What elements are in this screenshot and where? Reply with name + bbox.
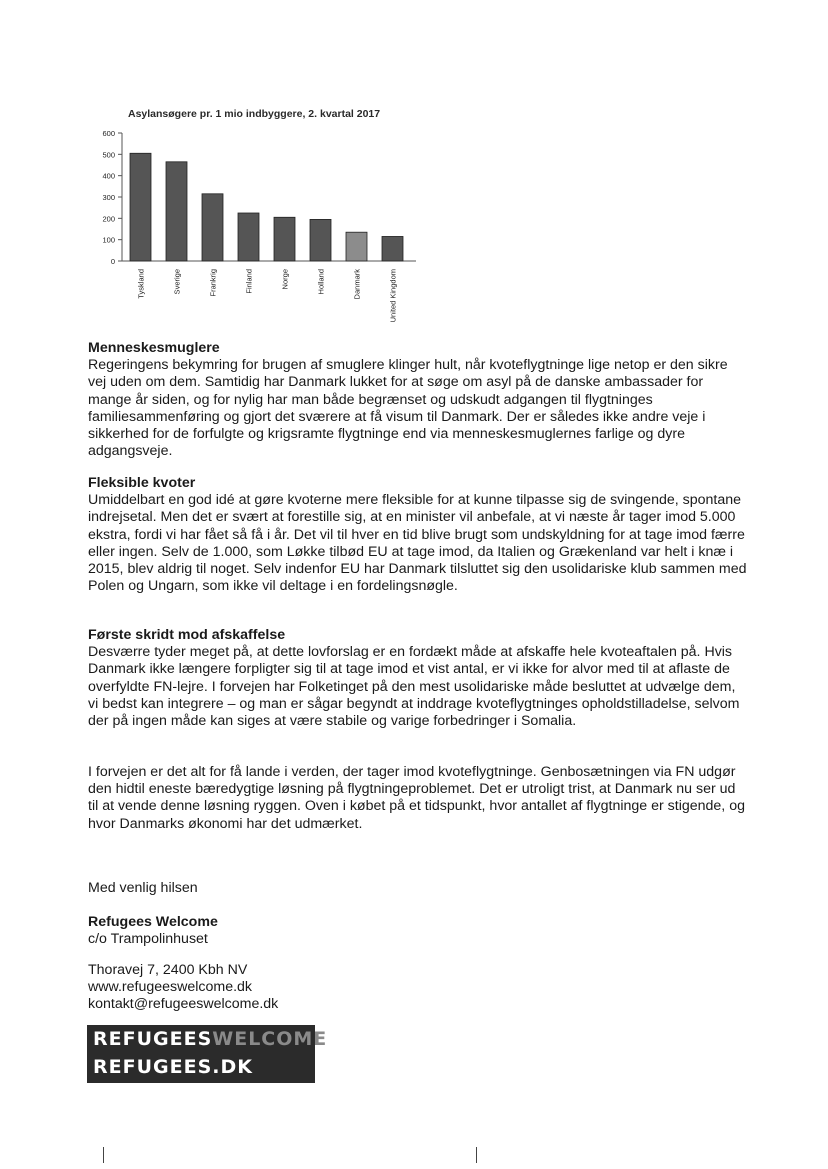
email-link[interactable]: kontakt@refugeeswelcome.dk: [88, 996, 279, 1013]
section-flexible-quotas: [88, 475, 748, 595]
section-body: Desværre tyder meget på, at dette lovforslag er en fordækt måde at afskaffe hele kvoteaftalen på. Hvis Danmark ikke længere forpligter sig til at tage imod et vist antal, er vi ikke for alvor med til at aflaste de overfyldte FN-lejre. I forvejen har Folketinget på den mest usolidariske måde besluttet at udvælge dem, vi bedst kan integrere – og man er sågar begyndt at inddrage kvoteflygtninges opholdstilladelse, selvom der på ingen måde kan siges at være stabile og varige forbedringer i Somalia.: [88, 644, 740, 730]
y-tick-label: 0: [110, 257, 115, 266]
logo-line-1: REFUGEESWELCOME: [93, 1028, 328, 1050]
greeting-text: Med venlig hilsen: [88, 880, 198, 896]
chart-title: Asylansøgere pr. 1 mio indbyggere, 2. kvartal 2017: [128, 108, 381, 120]
scan-mark: [103, 1147, 104, 1163]
refugees-welcome-logo: [87, 1025, 328, 1083]
scan-mark: [476, 1147, 477, 1163]
address-text: Thoravej 7, 2400 Kbh NV: [88, 962, 248, 978]
y-tick-label: 400: [102, 171, 115, 181]
signoff-org-block: [88, 914, 748, 948]
bar: [130, 153, 151, 261]
bar-chart: [84, 108, 424, 340]
bar: [382, 236, 403, 261]
section-first-step: [88, 627, 748, 730]
section-body: Regeringens bekymring for brugen af smuglere klinger hult, når kvoteflygtninge lige netop er den sikre vej uden om dem. Samtidig har Danmark lukket for at søge om asyl på de danske ambassader for mange år siden, og for nylig har man både begrænset og udskudt adgangen til flygtninges familiesammenføring og gjort det sværere at få visum til Danmark. Der er således ikke andre veje i sikkerhed for de forfulgte og krigsramte flygtninge end via menneskesmuglernes farlige og dyre adgangsveje.: [88, 357, 728, 460]
section-heading: Fleksible kvoter: [88, 475, 196, 491]
section-body: Umiddelbart en god idé at gøre kvoterne mere fleksible for at kunne tilpasse sig de svingende, spontane indrejsetal. Men det er svært at forestille sig, at en minister vil anbefale, at vi næste år tager imod 5.000 ekstra, fordi vi har fået så få i år. Det vil til hver en tid blive brugt som undskyldning for at tage imod færre eller ingen. Selv de 1.000, som Løkke tilbød EU at tage imod, da Italien og Grækenland var helt i knæ i 2015, blev aldrig til noget. Selv indenfor EU har Danmark tilsluttet sig den usolidariske klub sammen med Polen og Ungarn, som ikke vil deltage i en fordelingsnøgle.: [88, 492, 747, 595]
y-tick-label: 300: [102, 193, 115, 202]
bar: [238, 213, 259, 261]
y-tick-label: 200: [102, 214, 115, 224]
x-tick-label: Frankrig: [208, 269, 218, 297]
bar: [310, 219, 331, 261]
section-heading: Første skridt mod afskaffelse: [88, 627, 286, 643]
signoff-contact-block: [88, 962, 748, 1014]
section-smugglers: [88, 340, 748, 460]
chart-svg: [84, 108, 424, 340]
bar: [202, 194, 223, 261]
x-tick-label: United Kingdom: [388, 269, 398, 323]
org-co: c/o Trampolinhuset: [88, 931, 208, 948]
x-tick-label: Finland: [244, 269, 254, 294]
x-tick-label: Sverige: [172, 269, 182, 295]
bar: [166, 162, 187, 261]
bar: [274, 217, 295, 261]
logo-line-2: REFUGEES.DK: [93, 1056, 253, 1078]
y-tick-label: 500: [102, 150, 115, 160]
x-tick-label: Tyskland: [136, 269, 146, 299]
bar: [346, 232, 367, 261]
x-tick-label: Holland: [316, 269, 326, 295]
org-name: Refugees Welcome: [88, 914, 218, 930]
section-heading: Menneskesmuglere: [88, 340, 220, 356]
closing-paragraph: [88, 764, 748, 833]
x-tick-label: Norge: [280, 269, 290, 290]
signoff-greeting: [88, 880, 748, 897]
closing-text: I forvejen er det alt for få lande i verden, der tager imod kvoteflygtninge. Genbosætningen via FN udgør den hidtil eneste bæredygtige løsning på flygtningeproblemet. Det er utroligt trist, at Danmark nu ser ud til at vende denne løsning ryggen. Oven i købet på et tidspunkt, hvor antallet af flygtninge er stigende, og hvor Danmarks økonomi har det udmærket.: [88, 764, 745, 832]
website-link[interactable]: www.refugeeswelcome.dk: [88, 979, 253, 996]
x-tick-label: Danmark: [352, 269, 362, 300]
y-tick-label: 100: [102, 235, 115, 245]
y-tick-label: 600: [102, 129, 115, 138]
